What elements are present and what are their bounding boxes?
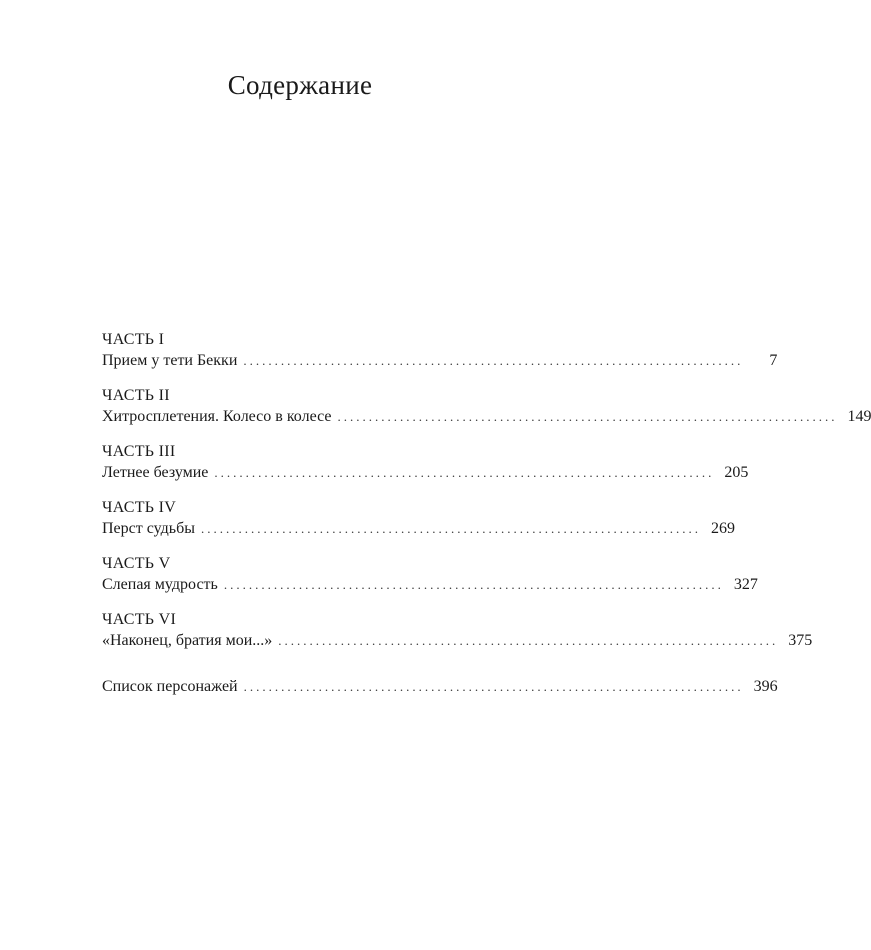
dot-leader: ................................................................................ xyxy=(278,633,779,648)
part-label: ЧАСТЬ VI xyxy=(102,611,177,628)
table-of-contents xyxy=(102,330,871,712)
toc-entry[interactable] xyxy=(102,630,813,652)
entry-title: Список персонажей xyxy=(102,678,238,695)
page-number: 205 xyxy=(724,464,749,481)
toc-part-2 xyxy=(102,386,871,428)
entry-title: Слепая мудрость xyxy=(102,576,218,593)
page-number: 269 xyxy=(710,520,735,537)
toc-part-5 xyxy=(102,554,758,596)
entry-title: Перст судьбы xyxy=(102,520,195,537)
page-number: 327 xyxy=(733,576,758,593)
toc-part-1 xyxy=(102,330,778,372)
part-label: ЧАСТЬ V xyxy=(102,555,171,572)
page-number: 396 xyxy=(753,678,778,695)
toc-entry[interactable] xyxy=(102,676,778,698)
toc-entry[interactable] xyxy=(102,406,871,428)
toc-entry[interactable] xyxy=(102,518,735,540)
page-number: 375 xyxy=(788,632,813,649)
dot-leader: ................................................................................ xyxy=(223,577,724,592)
entry-title: «Наконец, братия мои...» xyxy=(102,632,273,649)
entry-title: Летнее безумие xyxy=(102,464,209,481)
page-number: 149 xyxy=(847,408,871,425)
toc-part-3 xyxy=(102,442,749,484)
part-label: ЧАСТЬ IV xyxy=(102,499,177,516)
toc-part-6 xyxy=(102,610,813,652)
entry-title: Прием у тети Бекки xyxy=(102,352,238,369)
toc-part-4 xyxy=(102,498,735,540)
page-title: Содержание xyxy=(227,70,373,100)
part-label: ЧАСТЬ I xyxy=(102,331,165,348)
toc-entry[interactable] xyxy=(102,350,778,372)
dot-leader: ................................................................................ xyxy=(200,521,701,536)
page-number: 7 xyxy=(769,352,778,369)
dot-leader: ................................................................................ xyxy=(337,409,838,424)
part-label: ЧАСТЬ II xyxy=(102,387,170,404)
dot-leader: ................................................................................ xyxy=(214,465,715,480)
dot-leader: ................................................................................ xyxy=(243,353,744,368)
part-label: ЧАСТЬ III xyxy=(102,443,176,460)
entry-title: Хитросплетения. Колесо в колесе xyxy=(102,408,332,425)
toc-entry[interactable] xyxy=(102,574,758,596)
toc-entry[interactable] xyxy=(102,462,749,484)
dot-leader: ................................................................................ xyxy=(243,679,744,694)
toc-characters xyxy=(102,676,778,698)
